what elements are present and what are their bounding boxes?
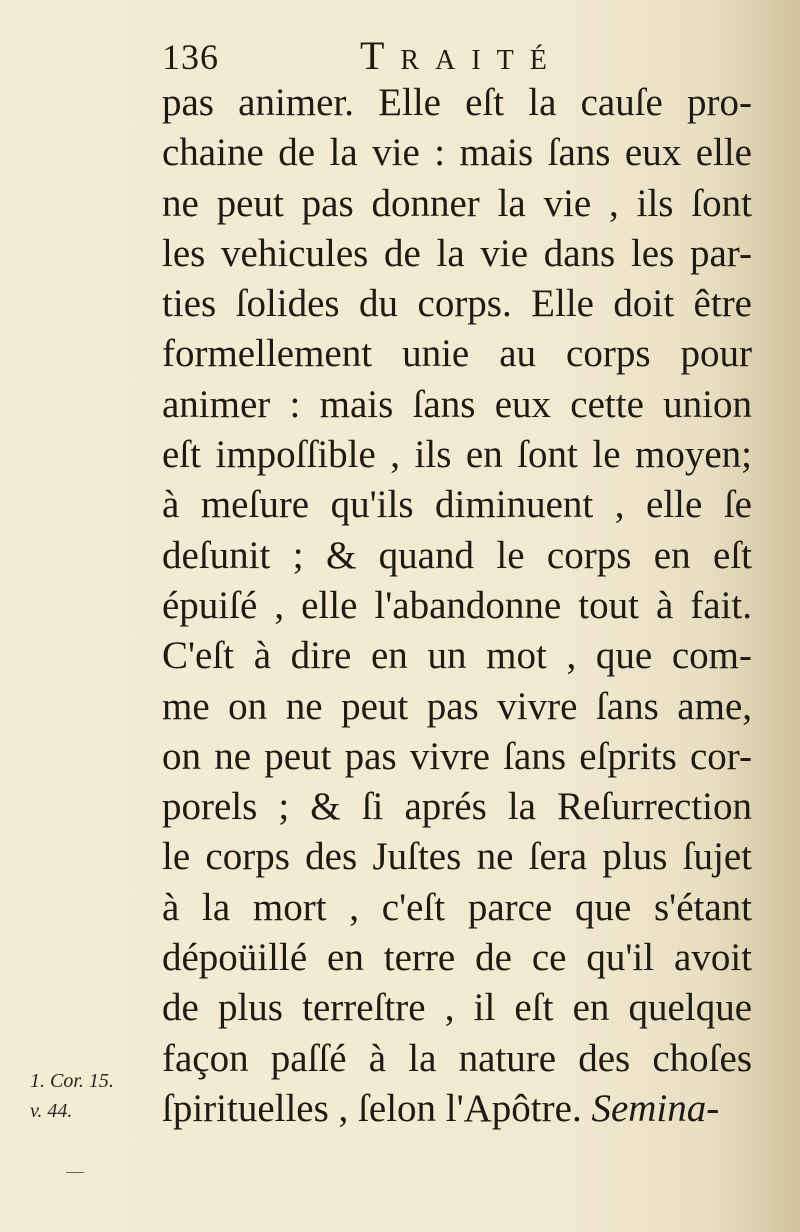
text-line: ne peut pas donner la vie , ils ſont (162, 181, 752, 225)
marginal-note-reference: 1. Cor. 15. (30, 1070, 114, 1092)
marginal-note (30, 1066, 155, 1126)
text-line: de plus terreſtre , il eſt en quelque (162, 986, 752, 1030)
text-line: façon paſſé à la nature des choſes (162, 1036, 752, 1080)
text-line: les vehicules de la vie dans les par- (162, 231, 752, 275)
body-text (162, 78, 752, 1134)
text-line: on ne peut pas vivre ſans eſprits cor- (162, 734, 752, 778)
text-line: ties ſolides du corps. Elle doit être (162, 282, 752, 326)
text-line: épuiſé , elle l'abandonne tout à fait. (162, 583, 752, 627)
text-line-with-catchword (162, 1084, 752, 1134)
text-line: porels ; & ſi aprés la Reſurrection (162, 785, 752, 829)
text-line: formellement unie au corps pour (162, 332, 752, 376)
text-line: C'eſt à dire en un mot , que com- (162, 634, 752, 678)
page-number: 136 (162, 37, 219, 77)
text-line: eſt impoſſible , ils en ſont le moyen; (162, 433, 752, 477)
text-line: animer : mais ſans eux cette union (162, 382, 752, 426)
text-line: chaine de la vie : mais ſans eux elle (162, 131, 752, 175)
running-title: Traité (360, 33, 563, 78)
text-line: me on ne peut pas vivre ſans ame, (162, 684, 752, 728)
marginal-note-verse: v. 44. (30, 1100, 73, 1122)
catchword: Semina- (591, 1086, 720, 1130)
text-line: deſunit ; & quand le corps en eſt (162, 533, 752, 577)
text-line: dépoüillé en terre de ce qu'il avoit (162, 936, 752, 980)
text-line: pas animer. Elle eſt la cauſe pro- (162, 81, 752, 124)
text-line: à meſure qu'ils diminuent , elle ſe (162, 483, 752, 527)
text-line: à la mort , c'eſt parce que s'étant (162, 885, 752, 929)
text-line-final: ſpirituelles , ſelon l'Apôtre. (162, 1086, 582, 1130)
footer-rule (66, 1172, 84, 1173)
text-line: le corps des Juſtes ne ſera plus ſujet (162, 835, 752, 879)
